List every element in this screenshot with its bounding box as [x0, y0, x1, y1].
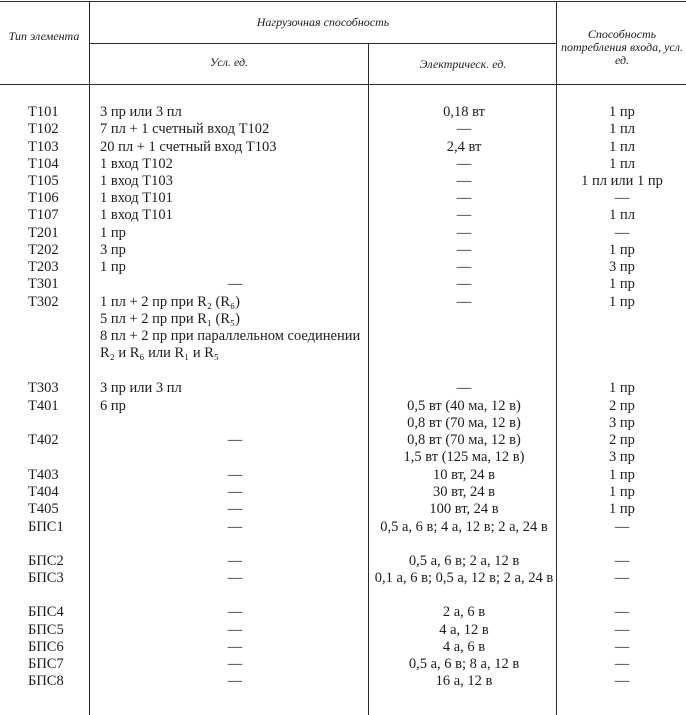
cell-element-type: Т302 — [28, 294, 59, 310]
cell-conv-units: — — [227, 432, 243, 448]
cell-conv-units: 1 пр — [100, 225, 126, 241]
cell-consumption: 1 пл — [609, 121, 635, 137]
cell-consumption: 1 пр — [609, 484, 635, 500]
header-subrule — [90, 43, 556, 44]
cell-element-type: Т106 — [28, 190, 59, 206]
cell-element-type: БПС7 — [28, 656, 64, 672]
cell-conv-units: — — [227, 484, 243, 500]
cell-conv-units: 1 вход Т101 — [100, 190, 173, 206]
cell-consumption: 1 пл — [609, 139, 635, 155]
cell-consumption: — — [614, 553, 630, 569]
cell-consumption: — — [614, 570, 630, 586]
cell-conv-units: 1 пр — [100, 259, 126, 275]
cell-element-type: БПС4 — [28, 604, 64, 620]
cell-conv-units: 3 пр или 3 пл — [100, 380, 182, 396]
cell-elec-units: 16 а, 12 в — [435, 673, 493, 689]
cell-consumption: — — [614, 622, 630, 638]
cell-elec-units: 0,8 вт (70 ма, 12 в) — [407, 415, 521, 431]
cell-conv-units: 6 пр — [100, 398, 126, 414]
cell-elec-units: 0,5 вт (40 ма, 12 в) — [407, 398, 521, 414]
cell-element-type: Т303 — [28, 380, 59, 396]
header-elec-units: Электрическ. ед. — [419, 57, 507, 71]
header-conv-units: Усл. ед. — [209, 55, 249, 69]
cell-consumption: 1 пр — [609, 501, 635, 517]
cell-consumption: 1 пр — [609, 242, 635, 258]
cell-element-type: Т105 — [28, 173, 59, 189]
cell-elec-units: 0,5 а, 6 в; 2 а, 12 в — [408, 553, 520, 569]
cell-consumption: — — [614, 519, 630, 535]
cell-conv-units: 1 вход Т101 — [100, 207, 173, 223]
cell-conv-units: — — [227, 639, 243, 655]
top-rule — [0, 1, 686, 2]
cell-element-type: Т103 — [28, 139, 59, 155]
cell-consumption: 3 пр — [609, 259, 635, 275]
cell-elec-units: 0,1 а, 6 в; 0,5 а, 12 в; 2 а, 24 в — [374, 570, 554, 586]
cell-consumption: — — [614, 190, 630, 206]
cell-element-type: БПС3 — [28, 570, 64, 586]
cell-conv-units: 1 вход Т102 — [100, 156, 173, 172]
cell-elec-units: — — [456, 259, 472, 275]
cell-consumption: 1 пл или 1 пр — [581, 173, 663, 189]
cell-elec-units: 2,4 вт — [446, 139, 482, 155]
cell-element-type: Т403 — [28, 467, 59, 483]
cell-conv-units: — — [227, 656, 243, 672]
header-bottom-rule — [0, 84, 686, 85]
col-divider-1 — [89, 1, 90, 715]
cell-conv-units: — — [227, 604, 243, 620]
cell-elec-units: — — [456, 225, 472, 241]
cell-conv-units: — — [227, 673, 243, 689]
cell-conv-units: — — [227, 519, 243, 535]
cell-elec-units: 0,18 вт — [443, 104, 485, 120]
cell-conv-units: 5 пл + 2 пр при R₁ (R₅) — [100, 311, 240, 327]
cell-element-type: Т107 — [28, 207, 59, 223]
cell-elec-units: — — [456, 207, 472, 223]
cell-consumption: 1 пр — [609, 104, 635, 120]
cell-elec-units: 0,8 вт (70 ма, 12 в) — [407, 432, 521, 448]
header-consumption: Способность потребления входа, усл. ед. — [561, 27, 683, 67]
cell-element-type: БПС2 — [28, 553, 64, 569]
cell-conv-units: 7 пл + 1 счетный вход Т102 — [100, 121, 270, 137]
cell-elec-units: 30 вт, 24 в — [432, 484, 496, 500]
cell-element-type: Т102 — [28, 121, 59, 137]
cell-consumption: — — [614, 656, 630, 672]
cell-consumption: 2 пр — [609, 432, 635, 448]
cell-consumption: 1 пр — [609, 276, 635, 292]
cell-consumption: 3 пр — [609, 415, 635, 431]
cell-conv-units: 1 пл + 2 пр при R₂ (R₆) — [100, 294, 240, 310]
cell-elec-units: 2 а, 6 в — [442, 604, 486, 620]
cell-consumption: — — [614, 673, 630, 689]
cell-conv-units: 3 пр — [100, 242, 126, 258]
cell-conv-units: — — [227, 622, 243, 638]
cell-elec-units: 4 а, 12 в — [439, 622, 489, 638]
cell-element-type: Т404 — [28, 484, 59, 500]
cell-elec-units: — — [456, 173, 472, 189]
cell-element-type: Т401 — [28, 398, 59, 414]
cell-consumption: 1 пл — [609, 156, 635, 172]
cell-consumption: 1 пр — [609, 294, 635, 310]
col-divider-2 — [368, 43, 369, 715]
cell-elec-units: 0,5 а, 6 в; 8 а, 12 в — [408, 656, 520, 672]
cell-element-type: Т201 — [28, 225, 59, 241]
cell-conv-units: — — [227, 276, 243, 292]
cell-element-type: Т104 — [28, 156, 59, 172]
cell-elec-units: 4 а, 6 в — [442, 639, 486, 655]
cell-elec-units: 100 вт, 24 в — [429, 501, 499, 517]
cell-element-type: Т101 — [28, 104, 59, 120]
cell-consumption: — — [614, 604, 630, 620]
cell-conv-units: 20 пл + 1 счетный вход Т103 — [100, 139, 277, 155]
cell-consumption: 1 пр — [609, 467, 635, 483]
cell-elec-units: 0,5 а, 6 в; 4 а, 12 в; 2 а, 24 в — [380, 519, 548, 535]
cell-element-type: Т203 — [28, 259, 59, 275]
cell-consumption: — — [614, 225, 630, 241]
cell-conv-units: — — [227, 570, 243, 586]
cell-elec-units: — — [456, 156, 472, 172]
cell-element-type: БПС1 — [28, 519, 64, 535]
cell-element-type: Т405 — [28, 501, 59, 517]
cell-conv-units: 1 вход Т103 — [100, 173, 173, 189]
cell-conv-units: — — [227, 467, 243, 483]
cell-elec-units: 1,5 вт (125 ма, 12 в) — [403, 449, 525, 465]
cell-elec-units: — — [456, 190, 472, 206]
cell-element-type: БПС5 — [28, 622, 64, 638]
header-type: Тип элемента — [8, 29, 80, 43]
cell-element-type: Т202 — [28, 242, 59, 258]
cell-consumption: 1 пр — [609, 380, 635, 396]
cell-elec-units: — — [456, 121, 472, 137]
cell-elec-units: — — [456, 242, 472, 258]
cell-elec-units: — — [456, 294, 472, 310]
cell-element-type: Т301 — [28, 276, 59, 292]
cell-conv-units: 3 пр или 3 пл — [100, 104, 182, 120]
cell-conv-units: — — [227, 553, 243, 569]
cell-element-type: Т402 — [28, 432, 59, 448]
cell-consumption: 3 пр — [609, 449, 635, 465]
cell-element-type: БПС6 — [28, 639, 64, 655]
cell-elec-units: 10 вт, 24 в — [432, 467, 496, 483]
cell-elec-units: — — [456, 380, 472, 396]
cell-element-type: БПС8 — [28, 673, 64, 689]
cell-conv-units: — — [227, 501, 243, 517]
cell-consumption: — — [614, 639, 630, 655]
cell-consumption: 1 пл — [609, 207, 635, 223]
cell-conv-units: 8 пл + 2 пр при параллельном соединении R₂ и R₆ или R₁ и R₅ — [100, 328, 361, 361]
cell-consumption: 2 пр — [609, 398, 635, 414]
header-load-capacity: Нагрузочная способность — [256, 15, 390, 29]
cell-elec-units: — — [456, 276, 472, 292]
